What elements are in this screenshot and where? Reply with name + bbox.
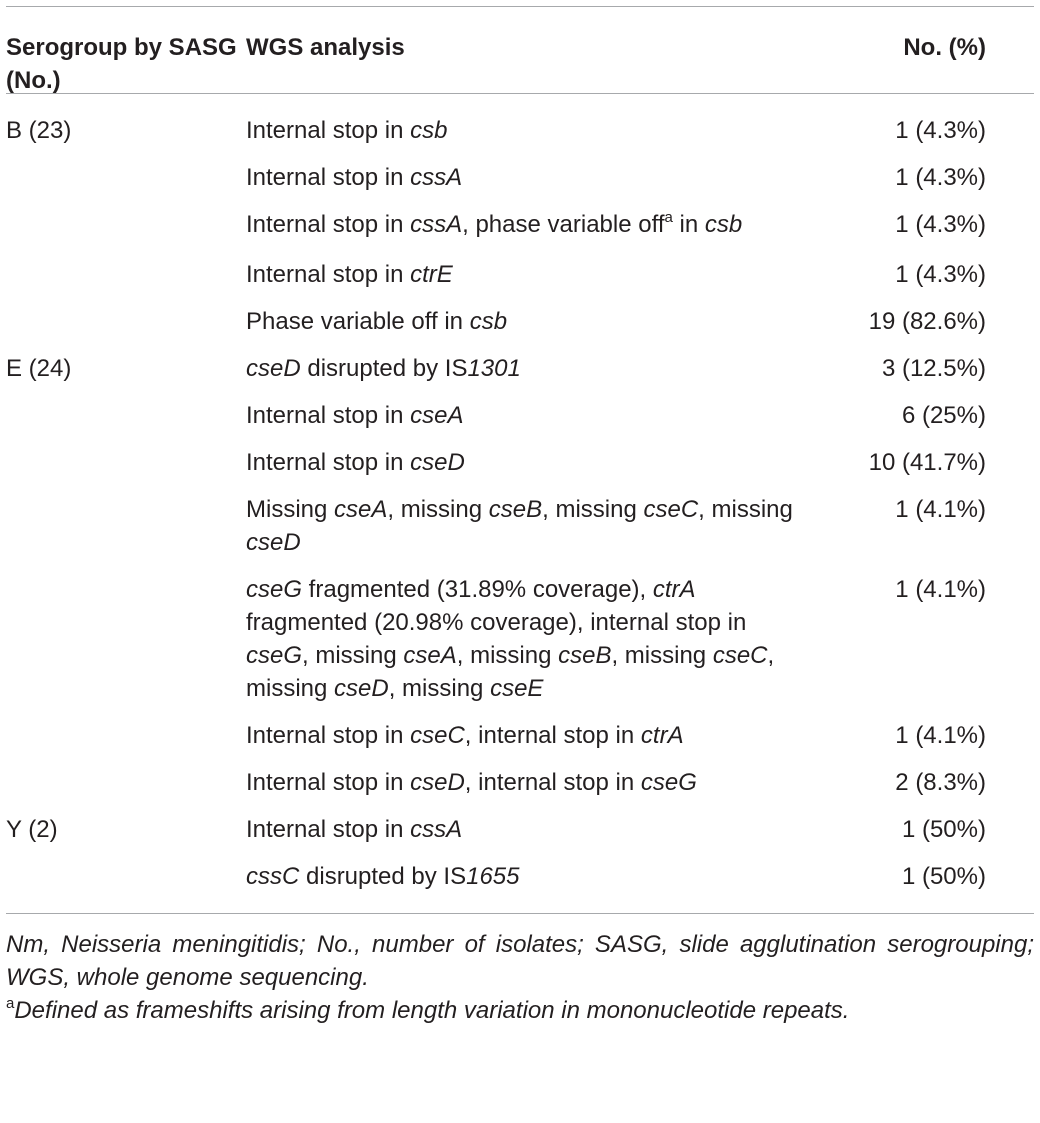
analysis-text: 1301 <box>467 355 521 382</box>
analysis-text: cseD <box>410 769 465 796</box>
analysis-text: disrupted by IS <box>299 863 467 890</box>
analysis-text: , missing <box>611 642 713 669</box>
cell-wgs-analysis <box>246 719 801 752</box>
footnote-a <box>6 994 1034 1030</box>
cell-count-percent: 1 (50%) <box>901 863 986 890</box>
cell-count-percent: 1 (4.1%) <box>895 722 986 749</box>
analysis-text: cseG <box>640 769 697 796</box>
analysis-text: 1655 <box>466 863 520 890</box>
cell-serogroup <box>6 493 246 559</box>
analysis-text: csb <box>469 308 508 335</box>
cell-serogroup <box>6 208 246 244</box>
analysis-text: , missing <box>542 496 644 523</box>
cell-count-percent: 1 (50%) <box>901 816 986 843</box>
analysis-text: cseB <box>488 496 543 523</box>
analysis-text: Internal stop in <box>246 402 411 429</box>
cell-wgs-analysis <box>246 766 801 799</box>
cell-serogroup: E (24) <box>6 355 72 382</box>
analysis-text: ctrA <box>652 576 696 603</box>
header-serogroup: Serogroup by SASG (No.) <box>6 34 237 94</box>
table-row <box>6 305 1034 338</box>
analysis-text: fragmented (20.98% coverage), internal stop in <box>246 609 747 636</box>
header-count-percent: No. (%) <box>903 34 986 61</box>
cell-wgs-analysis <box>246 573 801 705</box>
analysis-text: cseC <box>712 642 768 669</box>
cell-wgs-analysis <box>246 813 801 846</box>
analysis-text: Internal stop in <box>246 816 411 843</box>
cell-serogroup <box>6 719 246 752</box>
cell-serogroup <box>6 161 246 194</box>
cell-wgs-analysis <box>246 352 801 385</box>
analysis-text: ctrA <box>640 722 684 749</box>
analysis-text: cssA <box>410 211 463 238</box>
analysis-text: Internal stop in <box>246 117 411 144</box>
analysis-text: csb <box>704 211 743 238</box>
table-header <box>6 7 1034 93</box>
analysis-text: , internal stop in <box>464 769 641 796</box>
header-wgs-analysis: WGS analysis <box>246 34 405 61</box>
cell-wgs-analysis <box>246 208 801 244</box>
cell-count-percent: 19 (82.6%) <box>868 308 986 335</box>
cell-serogroup <box>6 305 246 338</box>
cell-count-percent: 1 (4.3%) <box>895 164 986 191</box>
analysis-text: , missing <box>456 642 559 669</box>
table-row <box>6 860 1034 893</box>
analysis-text: cseA <box>334 496 388 523</box>
analysis-text: cseC <box>643 496 699 523</box>
cell-count-percent: 1 (4.3%) <box>895 211 986 238</box>
analysis-text: , phase variable off <box>462 211 665 238</box>
cell-count-percent: 1 (4.3%) <box>895 261 986 288</box>
analysis-text: cseG <box>246 576 303 603</box>
analysis-text: , missing <box>387 496 489 523</box>
analysis-text: cseA <box>410 402 464 429</box>
cell-wgs-analysis <box>246 305 801 338</box>
table-row <box>6 161 1034 194</box>
cell-serogroup <box>6 860 246 893</box>
analysis-text: Internal stop in <box>246 211 411 238</box>
analysis-text: cseD <box>410 449 465 476</box>
footnotes <box>6 914 1034 1030</box>
analysis-text: Internal stop in <box>246 261 411 288</box>
analysis-text: cseD <box>334 675 389 702</box>
analysis-text: csb <box>410 117 448 144</box>
cell-serogroup: Y (2) <box>6 816 58 843</box>
table-row <box>6 208 1034 244</box>
footnote-marker: a <box>664 209 673 226</box>
cell-count-percent: 3 (12.5%) <box>881 355 986 382</box>
analysis-text: ctrE <box>410 261 453 288</box>
analysis-text: Internal stop in <box>246 722 411 749</box>
analysis-text: disrupted by IS <box>300 355 468 382</box>
analysis-text: cssC <box>246 863 300 890</box>
analysis-text: cseC <box>410 722 465 749</box>
cell-wgs-analysis <box>246 161 801 194</box>
analysis-text: cssA <box>410 816 463 843</box>
cell-serogroup <box>6 766 246 799</box>
cell-serogroup <box>6 258 246 291</box>
table-row <box>6 399 1034 432</box>
analysis-text: , missing <box>302 642 404 669</box>
cell-count-percent: 2 (8.3%) <box>895 769 986 796</box>
table-row <box>6 258 1034 291</box>
analysis-text: cseD <box>246 529 301 556</box>
table-row <box>6 352 1034 385</box>
cell-serogroup <box>6 399 246 432</box>
table-row <box>6 766 1034 799</box>
cell-count-percent: 1 (4.1%) <box>895 496 986 523</box>
cell-wgs-analysis <box>246 493 801 559</box>
analysis-text: cseE <box>490 675 544 702</box>
cell-wgs-analysis <box>246 258 801 291</box>
table-row <box>6 493 1034 559</box>
footnote-marker: a <box>6 995 15 1012</box>
cell-serogroup: B (23) <box>6 117 72 144</box>
cell-count-percent: 1 (4.3%) <box>895 117 986 144</box>
cell-count-percent: 6 (25%) <box>901 402 986 429</box>
cell-serogroup <box>6 446 246 479</box>
analysis-text: cseG <box>246 642 303 669</box>
analysis-text: , internal stop in <box>464 722 641 749</box>
table-row <box>6 114 1034 147</box>
analysis-text: , missing <box>388 675 491 702</box>
analysis-text: , missing <box>698 496 793 523</box>
footnote-abbreviations: Nm, Neisseria meningitidis; No., number of isolates; SASG, slide agglutination serogrouping; WGS, whole genome sequencing. <box>6 931 1034 991</box>
analysis-text: Phase variable off in <box>246 308 470 335</box>
table-row <box>6 719 1034 752</box>
table-body <box>6 94 1034 913</box>
analysis-text: Internal stop in <box>246 449 411 476</box>
table-row <box>6 573 1034 705</box>
analysis-text: fragmented (31.89% coverage), <box>302 576 653 603</box>
analysis-text: cseB <box>558 642 612 669</box>
analysis-text: , missing <box>246 642 775 702</box>
cell-wgs-analysis <box>246 114 801 147</box>
cell-wgs-analysis <box>246 399 801 432</box>
analysis-text: cseA <box>403 642 457 669</box>
cell-count-percent: 10 (41.7%) <box>868 449 986 476</box>
analysis-text: cseD <box>246 355 301 382</box>
analysis-text: Missing <box>246 496 335 523</box>
table-row <box>6 446 1034 479</box>
footnote-a-text: Defined as frameshifts arising from length variation in mononucleotide repeats. <box>14 997 850 1024</box>
cell-count-percent: 1 (4.1%) <box>895 576 986 603</box>
analysis-text: Internal stop in <box>246 769 411 796</box>
cell-wgs-analysis <box>246 446 801 479</box>
results-table <box>6 6 1034 1030</box>
table-row <box>6 813 1034 846</box>
analysis-text: cssA <box>410 164 463 191</box>
analysis-text: in <box>672 211 705 238</box>
analysis-text: Internal stop in <box>246 164 411 191</box>
cell-serogroup <box>6 573 246 705</box>
cell-wgs-analysis <box>246 860 801 893</box>
